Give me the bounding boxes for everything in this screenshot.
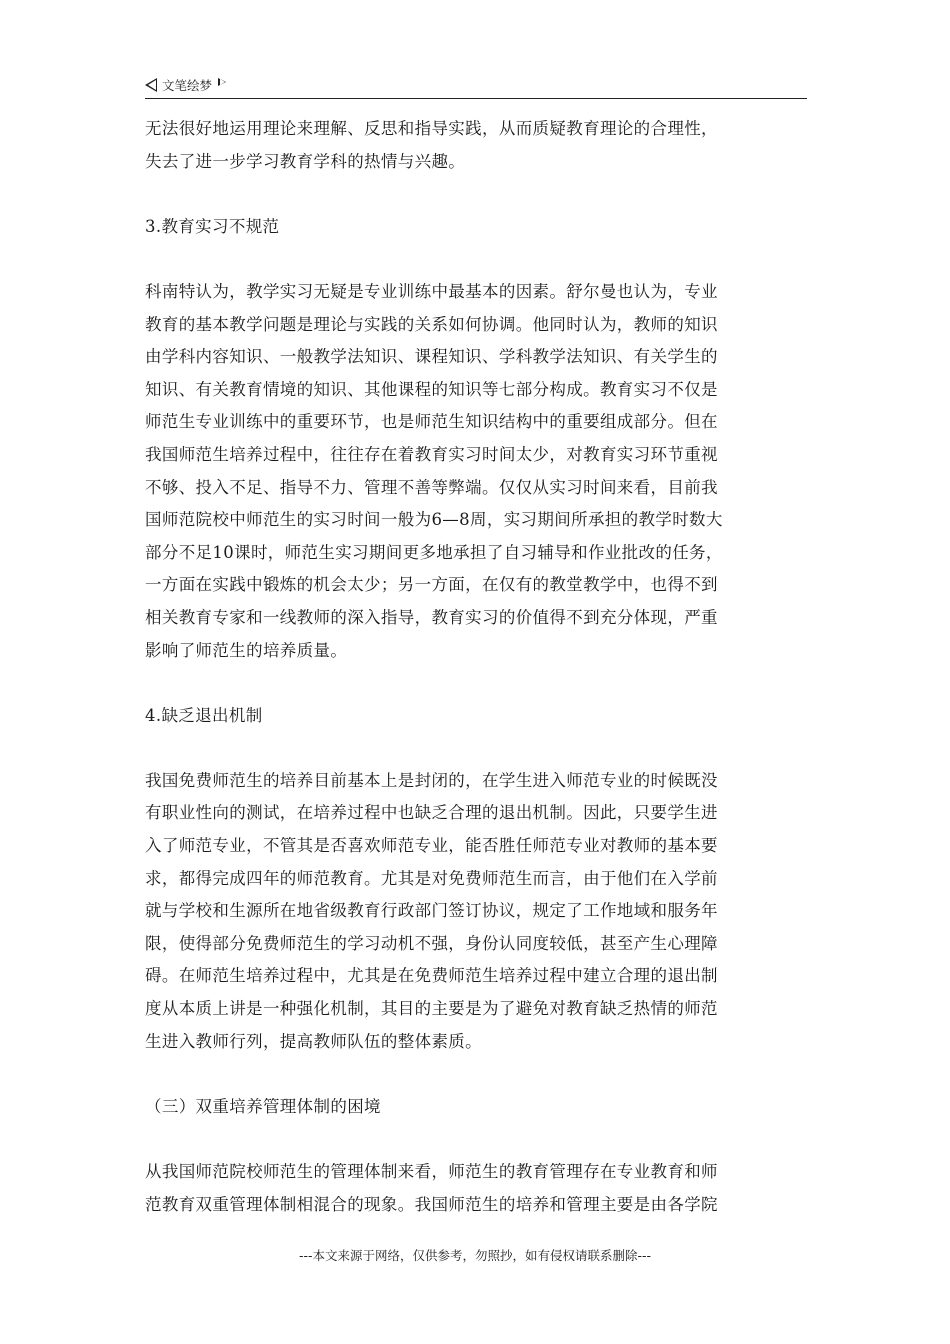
text-line: 有职业性向的测试，在培养过程中也缺乏合理的退出机制。因此，只要学生进 bbox=[145, 803, 718, 823]
text-line: 部分不足10课时，师范生实习期间更多地承担了自习辅导和作业批改的任务， bbox=[145, 542, 723, 562]
paragraph-gap bbox=[145, 178, 807, 211]
text-line: 度从本质上讲是一种强化机制，其目的主要是为了避免对教育缺乏热情的师范 bbox=[145, 999, 718, 1019]
paragraph bbox=[145, 113, 807, 178]
paragraph bbox=[145, 276, 807, 667]
text-line: 国师范院校中师范生的实习时间一般为6—8周，实习期间所承担的教学时数大 bbox=[145, 510, 723, 530]
triangle-right-icon bbox=[218, 78, 226, 86]
paragraph bbox=[145, 765, 807, 1058]
paragraph bbox=[145, 1156, 807, 1221]
footer-disclaimer: ---本文来源于网络，仅供参考，勿照抄，如有侵权请联系删除--- bbox=[298, 1248, 652, 1263]
paragraph-gap bbox=[145, 732, 807, 765]
text-line: 相关教育专家和一线教师的深入指导，教育实习的价值得不到充分体现，严重 bbox=[145, 607, 718, 627]
brand-logo bbox=[145, 74, 226, 96]
text-line: 一方面在实践中锻炼的机会太少；另一方面，在仅有的教堂教学中，也得不到 bbox=[145, 575, 718, 595]
text-line: 入了师范专业，不管其是否喜欢师范专业，能否胜任师范专业对教师的基本要 bbox=[145, 836, 718, 856]
section-heading: （三）双重培养管理体制的困境 bbox=[145, 1096, 381, 1116]
paragraph-gap bbox=[145, 1058, 807, 1091]
text-line: 师范生专业训练中的重要环节，也是师范生知识结构中的重要组成部分。但在 bbox=[145, 412, 718, 432]
text-line: 不够、投入不足、指导不力、管理不善等弊端。仅仅从实习时间来看，目前我 bbox=[145, 477, 718, 497]
text-line: 科南特认为，教学实习无疑是专业训练中最基本的因素。舒尔曼也认为，专业 bbox=[145, 281, 718, 301]
paragraph-gap bbox=[145, 667, 807, 700]
text-line: 我国免费师范生的培养目前基本上是封闭的，在学生进入师范专业的时候既没 bbox=[145, 770, 718, 790]
text-line: 由学科内容知识、一般教学法知识、课程知识、学科教学法知识、有关学生的 bbox=[145, 347, 718, 367]
text-line: 失去了进一步学习教育学科的热情与兴趣。 bbox=[145, 151, 466, 171]
text-line: 我国师范生培养过程中，往往存在着教育实习时间太少，对教育实习环节重视 bbox=[145, 444, 718, 464]
paragraph-gap bbox=[145, 1123, 807, 1156]
triangle-left-icon bbox=[145, 78, 157, 92]
document-body bbox=[145, 113, 807, 1221]
text-line: 范教育双重管理体制相混合的现象。我国师范生的培养和管理主要是由各学院 bbox=[145, 1194, 718, 1214]
text-line: 知识、有关教育情境的知识、其他课程的知识等七部分构成。教育实习不仅是 bbox=[145, 379, 718, 399]
text-line: 求，都得完成四年的师范教育。尤其是对免费师范生而言，由于他们在入学前 bbox=[145, 868, 718, 888]
section-heading: 3.教育实习不规范 bbox=[145, 216, 280, 236]
text-line: 碍。在师范生培养过程中，尤其是在免费师范生培养过程中建立合理的退出制 bbox=[145, 966, 718, 986]
text-line: 生进入教师行列，提高教师队伍的整体素质。 bbox=[145, 1031, 482, 1051]
text-line: 从我国师范院校师范生的管理体制来看，师范生的教育管理存在专业教育和师 bbox=[145, 1162, 718, 1181]
text-line: 教育的基本教学问题是理论与实践的关系如何协调。他同时认为，教师的知识 bbox=[145, 314, 718, 334]
brand-name: 文笔绘梦 bbox=[162, 78, 213, 93]
text-line: 无法很好地运用理论来理解、反思和指导实践，从而质疑教育理论的合理性， bbox=[145, 119, 718, 138]
text-line: 限，使得部分免费师范生的学习动机不强，身份认同度较低，甚至产生心理障 bbox=[145, 933, 718, 953]
text-line: 就与学校和生源所在地省级教育行政部门签订协议，规定了工作地域和服务年 bbox=[145, 901, 718, 921]
paragraph-gap bbox=[145, 243, 807, 276]
page-header bbox=[145, 74, 807, 99]
text-line: 影响了师范生的培养质量。 bbox=[145, 640, 348, 660]
section-heading: 4.缺乏退出机制 bbox=[145, 705, 263, 725]
